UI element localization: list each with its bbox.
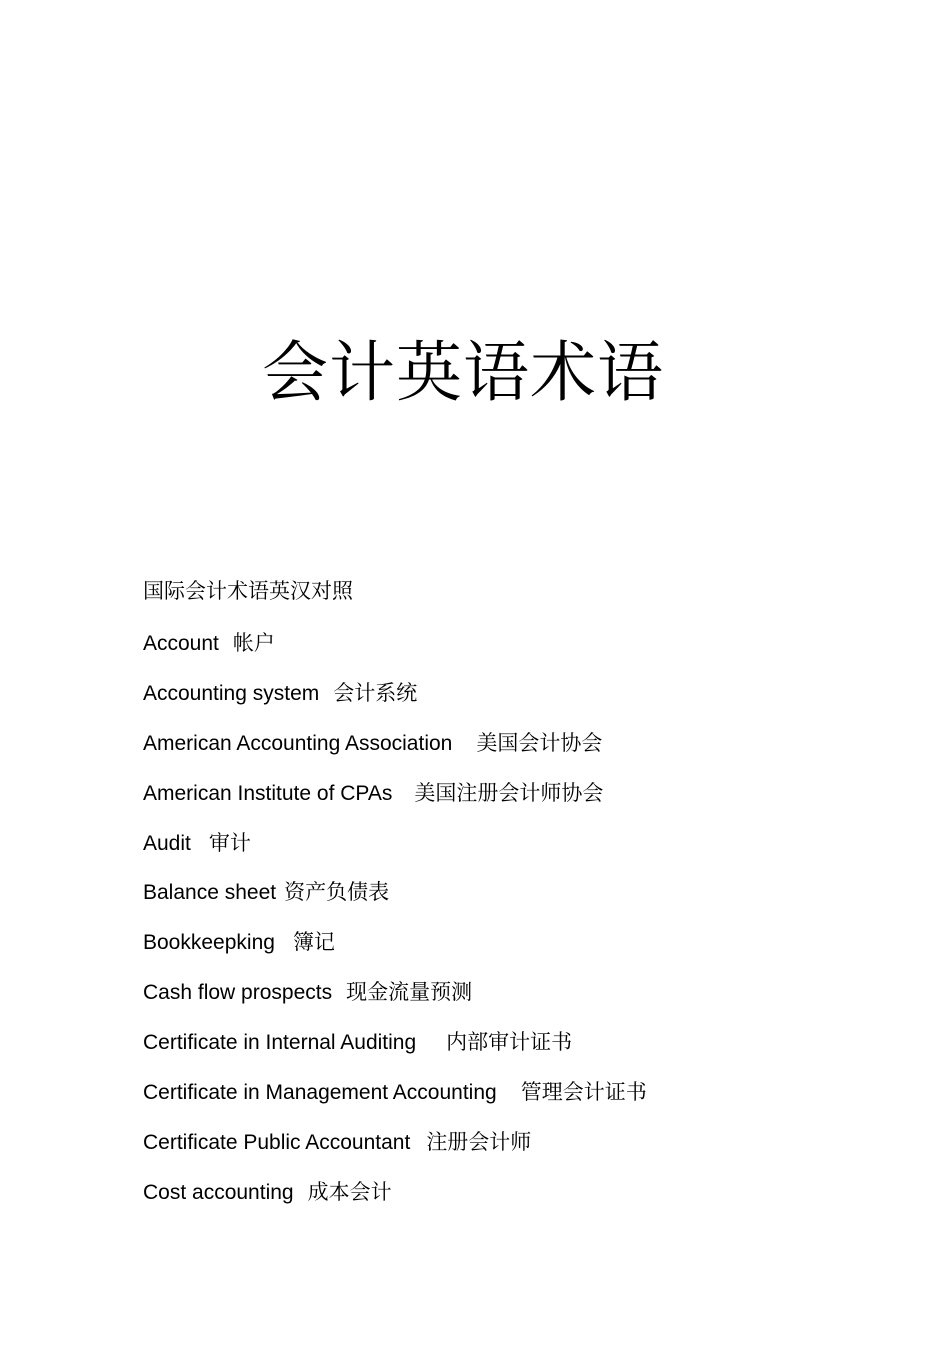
term-english: Cash flow prospects (143, 981, 333, 1005)
term-chinese: 审计 (208, 830, 251, 855)
term-chinese: 美国会计协会 (476, 730, 603, 755)
glossary-entry (143, 628, 903, 678)
term-chinese: 成本会计 (307, 1179, 392, 1204)
term-english: Bookkeepking (143, 931, 275, 955)
term-english: Certificate in Management Accounting (143, 1081, 497, 1105)
glossary-entry (143, 1177, 903, 1227)
term-chinese: 簿记 (292, 930, 335, 955)
term-english: Account (143, 632, 219, 655)
glossary-entry (143, 778, 903, 828)
term-english: Cost accounting (143, 1180, 294, 1204)
document-subtitle: 国际会计术语英汉对照 (143, 579, 353, 603)
term-english: American Institute of CPAs (143, 781, 393, 805)
glossary-entry (143, 678, 903, 728)
glossary-term-list (143, 628, 903, 1227)
glossary-entry (143, 1127, 903, 1177)
glossary-entry (143, 1027, 903, 1077)
glossary-entry (143, 977, 903, 1027)
glossary-entry (143, 1077, 903, 1127)
term-english: Balance sheet (143, 881, 277, 905)
term-chinese: 管理会计证书 (520, 1080, 647, 1105)
term-english: American Accounting Association (143, 731, 453, 755)
glossary-entry (143, 728, 903, 778)
term-chinese: 资产负债表 (284, 880, 390, 905)
term-chinese: 现金流量预测 (346, 980, 473, 1005)
term-chinese: 内部审计证书 (446, 1030, 573, 1055)
term-chinese: 帐户 (232, 631, 275, 655)
term-chinese: 会计系统 (333, 680, 418, 705)
document-title: 会计英语术语 (262, 334, 664, 411)
term-chinese: 美国注册会计师协会 (414, 780, 604, 805)
term-english: Accounting system (143, 681, 320, 705)
term-english: Certificate in Internal Auditing (143, 1031, 417, 1055)
glossary-entry (143, 877, 903, 927)
glossary-entry (143, 927, 903, 977)
term-english: Audit (143, 831, 191, 855)
term-english: Certificate Public Accountant (143, 1130, 411, 1154)
term-chinese: 注册会计师 (426, 1129, 532, 1154)
glossary-entry (143, 828, 903, 878)
